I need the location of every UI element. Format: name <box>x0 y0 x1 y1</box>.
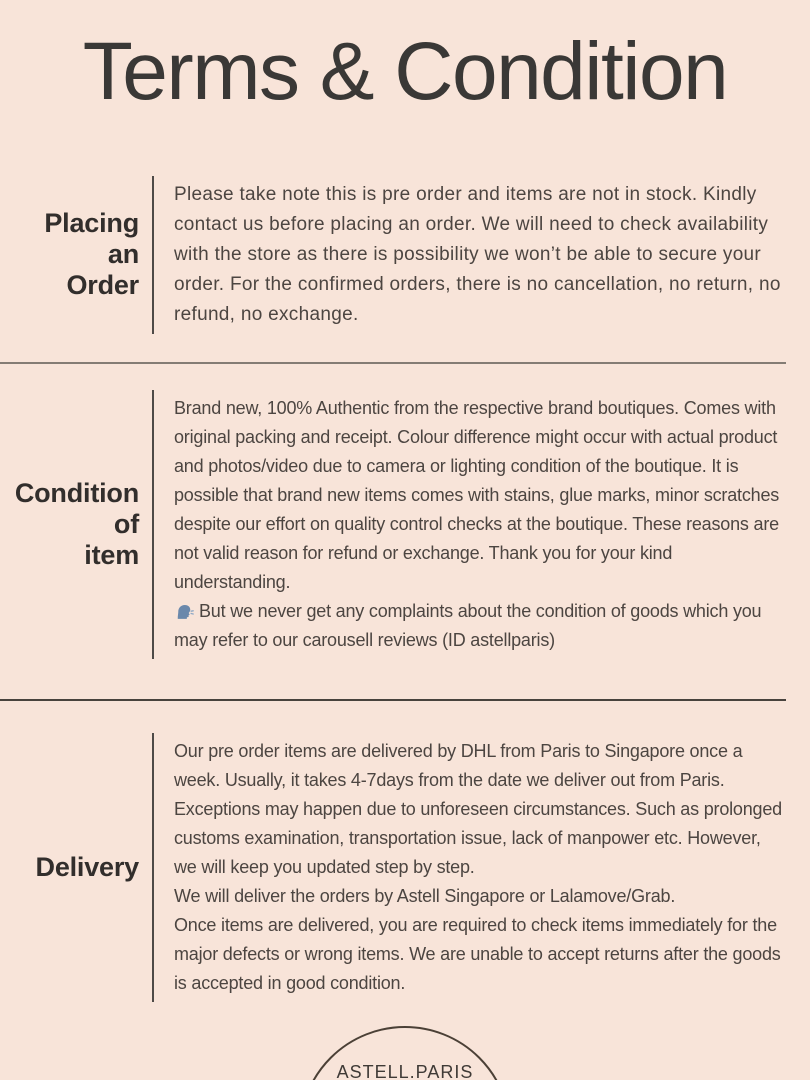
note-text: But we never get any complaints about the condition of goods which you may refer to our carousell reviews (ID astellparis) <box>174 600 762 650</box>
section-label: Condition of item <box>14 477 139 570</box>
section-body <box>152 733 810 1002</box>
section-label: Placing an Order <box>44 208 139 301</box>
paragraph: Once items are delivered, you are required to check items immediately for the major defects or wrong items. We are unable to accept returns after the goods is accepted in good condition. <box>174 914 781 993</box>
paragraph: Please take note this is pre order and items are not in stock. Kindly contact us before placing an order. We will need to check availability with the store as there is possibility we won’t be able to secure your order. For the confirmed orders, there is no cancellation, no return, no refund, no exchange. <box>174 183 781 325</box>
section-divider <box>0 699 786 701</box>
page-title: Terms & Condition <box>82 26 728 117</box>
section-delivery <box>0 733 810 1002</box>
brand-name: ASTELL.PARIS <box>336 1061 474 1080</box>
section-body <box>152 176 810 334</box>
note-paragraph <box>174 597 788 655</box>
section-divider <box>0 362 786 364</box>
speaking-head-icon <box>174 601 194 621</box>
section-condition-of-item <box>0 390 810 659</box>
paragraph: Our pre order items are delivered by DHL from Paris to Singapore once a week. Usually, it takes 4-7days from the date we deliver out from Paris. Exceptions may happen due to unforeseen circumstances. Such as prolonged customs examination, transportation issue, lack of manpower etc. However, we will keep you updated step by step. <box>174 740 782 877</box>
section-label: Delivery <box>35 851 139 882</box>
section-placing-an-order <box>0 176 810 334</box>
paragraph: We will deliver the orders by Astell Singapore or Lalamove/Grab. <box>174 885 676 906</box>
section-body <box>152 390 810 659</box>
paragraph: Brand new, 100% Authentic from the respective brand boutiques. Comes with original packing and receipt. Colour difference might occur with actual product and photos/video due to camera or lighting condition of the boutique. It is possible that brand new items comes with stains, glue marks, minor scratches despite our effort on quality control checks at the boutique. These reasons are not valid reason for refund or exchange. Thank you for your kind understanding. <box>174 397 780 592</box>
brand-badge-circle <box>299 1026 511 1080</box>
